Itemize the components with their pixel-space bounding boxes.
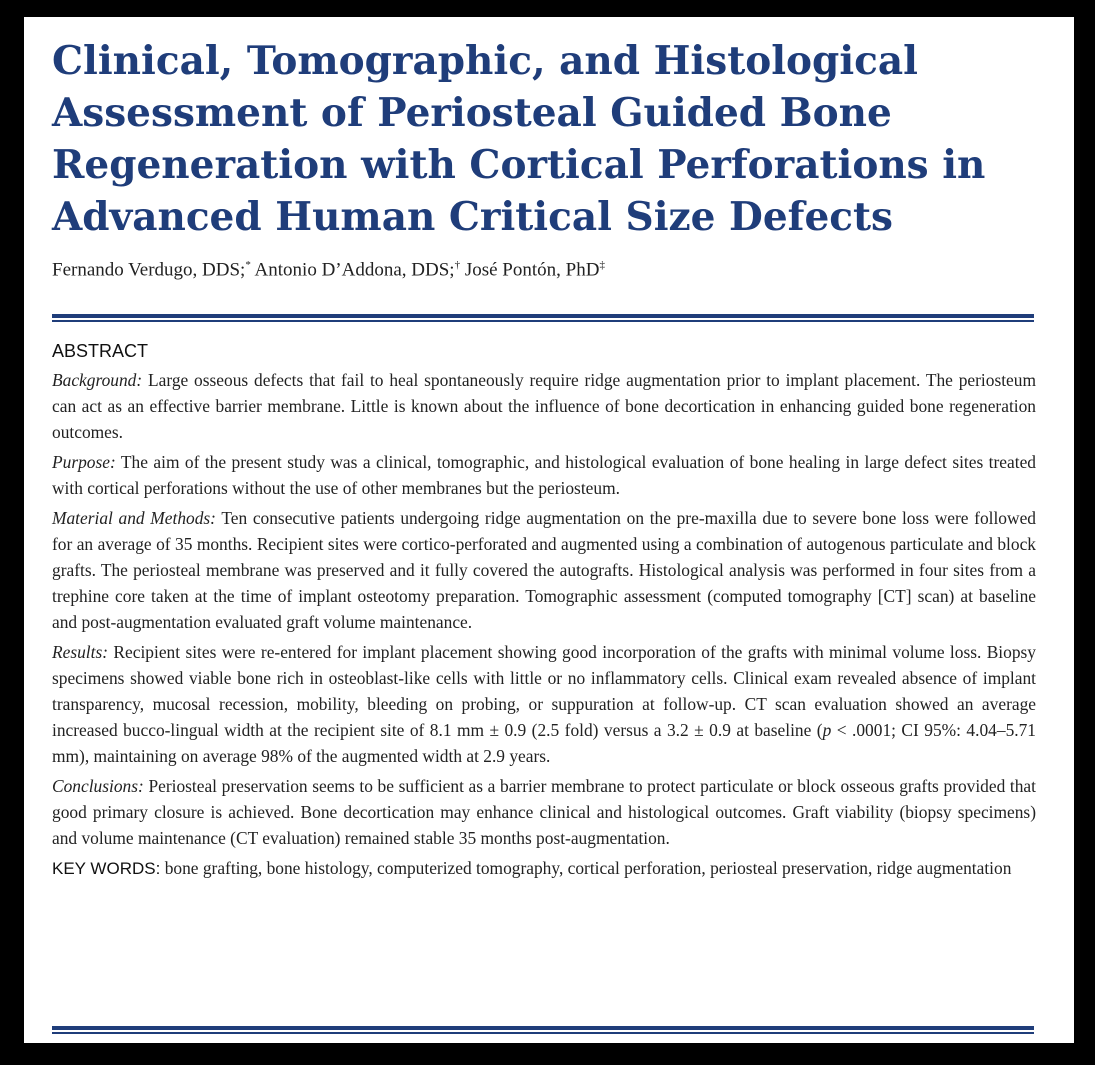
results-text: Recipient sites were re-entered for implant placement showing good incorporation of the grafts with minimal volume loss. Biopsy specimens showed viable bone rich in osteoblast-like cells with little or no inflammatory cells. Clinical exam revealed absence of implant transparency, mucosal recession, mobility, bleeding on probing, or suppuration at follow-up. CT scan evaluation showed an average increased bucco-lingual width at the recipient site of 8.1 mm ± 0.9 (2.5 fold) versus a 3.2 ± 0.9 at baseline ( [52,642,1036,740]
keywords-label: KEY WORDS: [52,859,161,878]
purpose-text: The aim of the present study was a clinical, tomographic, and histological evaluation of bone healing in large defect sites treated with cortical perforations without the use of other membranes but the periosteum. [52,452,1036,498]
abstract-section [52,339,1036,886]
top-divider [52,314,1034,322]
conclusions-text: Periosteal preservation seems to be sufficient as a barrier membrane to protect particulate or block osseous grafts provided that good primary closure is achieved. Bone decortication may enhance clinical and histological outcomes. Graft viability (biopsy specimens) and volume maintenance (CT evaluation) remained stable 35 months post-augmentation. [52,776,1036,848]
article-title: Clinical, Tomographic, and Histological Assessment of Periosteal Guided Bone Regeneration with Cortical Perforations in Advanced Human Critical Size Defects [52,38,986,240]
purpose-label: Purpose: [52,452,116,472]
abstract-results [52,639,1036,769]
background-text: Large osseous defects that fail to heal spontaneously require ridge augmentation prior to implant placement. The periosteum can act as an effective barrier membrane. Little is known about the influence of bone decortication in enhancing guided bone regeneration outcomes. [52,370,1036,442]
abstract-purpose [52,449,1036,501]
author-affiliation-mark: * [245,259,251,271]
author-name: José Pontón, PhD [464,259,600,281]
article-page [24,17,1074,1043]
author-affiliation-mark: † [454,259,461,271]
author-name: Antonio D’Addona, DDS; [254,259,455,281]
methods-label: Material and Methods: [52,508,216,528]
results-p-symbol: p [822,720,832,740]
abstract-background [52,367,1036,445]
author-affiliation-mark: ‡ [599,259,605,271]
conclusions-label: Conclusions: [52,776,144,796]
bottom-divider [52,1026,1034,1034]
abstract-methods [52,505,1036,635]
abstract-heading: ABSTRACT [52,341,149,361]
background-label: Background: [52,370,143,390]
methods-text: Ten consecutive patients undergoing ridge augmentation on the pre-maxilla due to severe bone loss were followed for an average of 35 months. Recipient sites were cortico-perforated and augmented using a combination of autogenous particulate and block grafts. The periosteal membrane was preserved and it fully covered the autografts. Histological analysis was performed in four sites from a trephine core taken at the time of implant osteotomy preparation. Tomographic assessment (computed tomography [CT] scan) at baseline and post-augmentation evaluated graft volume maintenance. [52,508,1036,632]
author-name: Fernando Verdugo, DDS; [52,259,246,281]
results-text-end: < .0001; CI 95%: 4.04–5.71 mm), maintaining on average 98% of the augmented width at 2.9 years. [52,720,1036,766]
results-label: Results: [52,642,109,662]
abstract-conclusions [52,773,1036,851]
keywords-text: bone grafting, bone histology, computerized tomography, cortical perforation, periosteal preservation, ridge augmentation [164,858,1012,878]
author-line [52,259,1032,281]
abstract-keywords [52,855,1036,882]
